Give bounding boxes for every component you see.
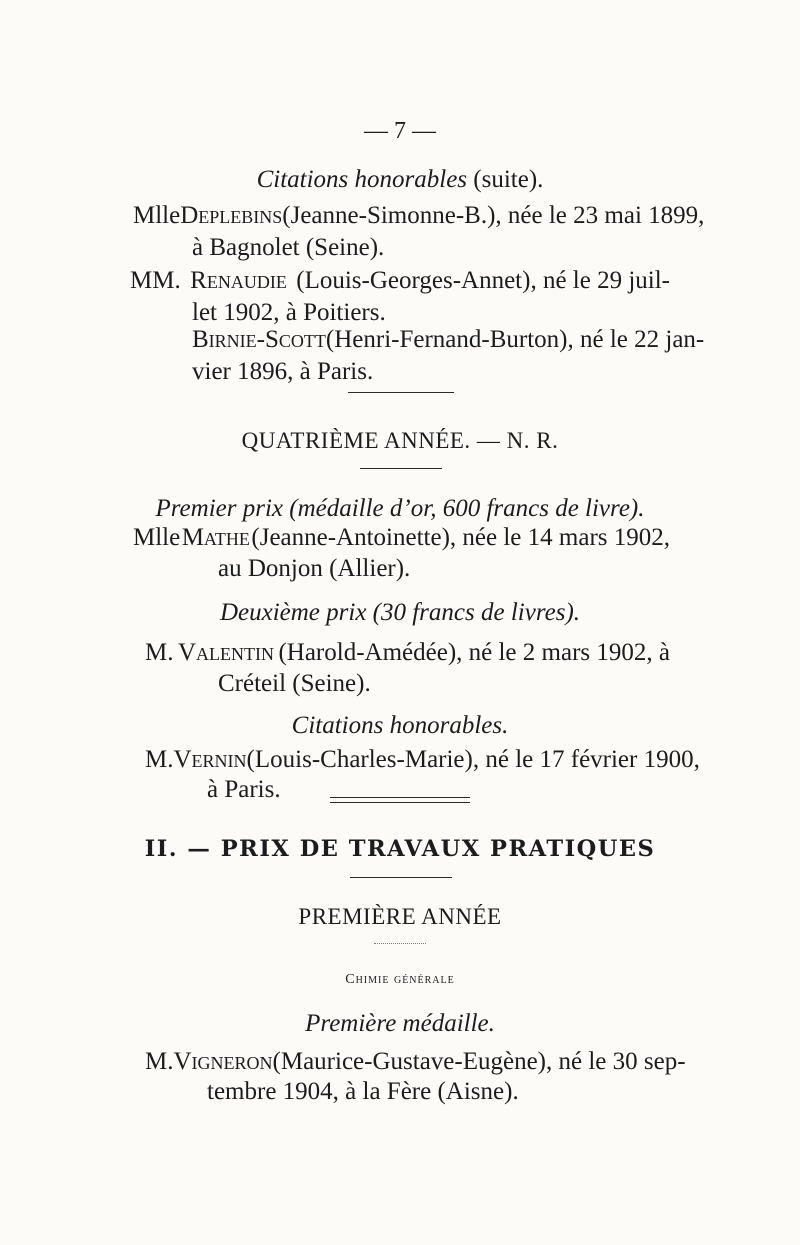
entry-line2-mathe: au Donjon (Allier). xyxy=(218,555,411,582)
entry-line2-valentin: Créteil (Seine). xyxy=(218,670,371,697)
entry-details: (Henri-Fernand-Burton), né le 22 jan- xyxy=(325,326,705,353)
list-item-birnie-scott xyxy=(192,325,705,355)
entry-details: (Jeanne-Simonne-B.), née le 23 mai 1899, xyxy=(282,202,705,229)
entry-name: Renaudie xyxy=(190,267,287,294)
entry-details: (Harold-Amédée), né le 2 mars 1902, à xyxy=(278,639,670,666)
premier-prix-heading: Premier prix (médaille d’or, 600 francs de livre). xyxy=(155,495,645,522)
entry-line2-renaudie: let 1902, à Poitiers. xyxy=(192,299,386,326)
heading-underline xyxy=(350,877,452,878)
entry-prefix: M. xyxy=(145,746,174,773)
list-item-mathe xyxy=(133,523,670,553)
entry-line1 xyxy=(145,745,700,775)
entry-details: (Maurice-Gustave-Eugène), né le 30 sep- xyxy=(272,1048,686,1075)
entry-prefix: MM. xyxy=(130,267,181,294)
entry-prefix: M. xyxy=(145,1048,174,1075)
entry-name: Deplebins xyxy=(180,202,283,229)
deuxieme-prix-heading: Deuxième prix (30 francs de livres). xyxy=(219,599,581,626)
entry-line2-vernin: à Paris. xyxy=(207,776,281,803)
entry-line1 xyxy=(192,325,705,355)
entry-details: (Jeanne-Antoinette), née le 14 mars 1902, xyxy=(251,524,670,551)
entry-name: Mathe xyxy=(181,524,250,551)
citations-suite-heading-suffix: (suite). xyxy=(473,166,544,193)
entry-line1 xyxy=(133,201,705,231)
entry-prefix: Mlle xyxy=(133,202,181,229)
section-divider xyxy=(348,392,454,393)
entry-prefix: M. xyxy=(145,639,174,666)
entry-name: Birnie-Scott xyxy=(192,326,326,353)
list-item-vigneron xyxy=(145,1047,686,1077)
entry-line2-vigneron: tembre 1904, à la Fère (Aisne). xyxy=(207,1078,519,1105)
double-rule-top xyxy=(330,797,470,798)
entry-line1 xyxy=(145,1047,686,1077)
double-rule-bottom xyxy=(330,802,470,803)
list-item-deplebins xyxy=(133,201,705,231)
entry-line1 xyxy=(133,523,670,553)
quatrieme-annee-heading: QUATRIÈME ANNÉE. — N. R. xyxy=(241,428,559,453)
list-item-valentin xyxy=(145,638,670,668)
premiere-medaille-heading: Première médaille. xyxy=(305,1010,495,1037)
premiere-annee-heading: PREMIÈRE ANNÉE xyxy=(298,904,502,929)
entry-line1 xyxy=(130,266,670,296)
list-item-renaudie xyxy=(130,266,670,296)
citations-suite-heading-text: Citations honorables xyxy=(256,166,468,193)
list-item-vernin xyxy=(145,745,700,775)
citations-heading: Citations honorables. xyxy=(291,712,509,739)
entry-prefix: Mlle xyxy=(133,524,181,551)
heading-underline xyxy=(360,468,442,469)
entry-details: (Louis-Georges-Annet), né le 29 juil- xyxy=(296,267,670,294)
dotted-divider xyxy=(374,943,426,944)
citations-suite-heading xyxy=(0,165,800,195)
travaux-pratiques-heading: II. — PRIX DE TRAVAUX PRATIQUES xyxy=(144,836,656,862)
entry-name: Vigneron xyxy=(173,1048,273,1075)
entry-line2-birnie-scott: vier 1896, à Paris. xyxy=(192,358,374,385)
entry-line2-deplebins: à Bagnolet (Seine). xyxy=(192,234,385,261)
entry-details: (Louis-Charles-Marie), né le 17 février 1900, xyxy=(246,746,700,773)
entry-name: Vernin xyxy=(173,746,247,773)
entry-line1 xyxy=(145,638,670,668)
entry-name: Valentin xyxy=(177,639,274,666)
page-number: — 7 — xyxy=(364,118,436,144)
chimie-generale-heading: Chimie générale xyxy=(345,972,455,987)
